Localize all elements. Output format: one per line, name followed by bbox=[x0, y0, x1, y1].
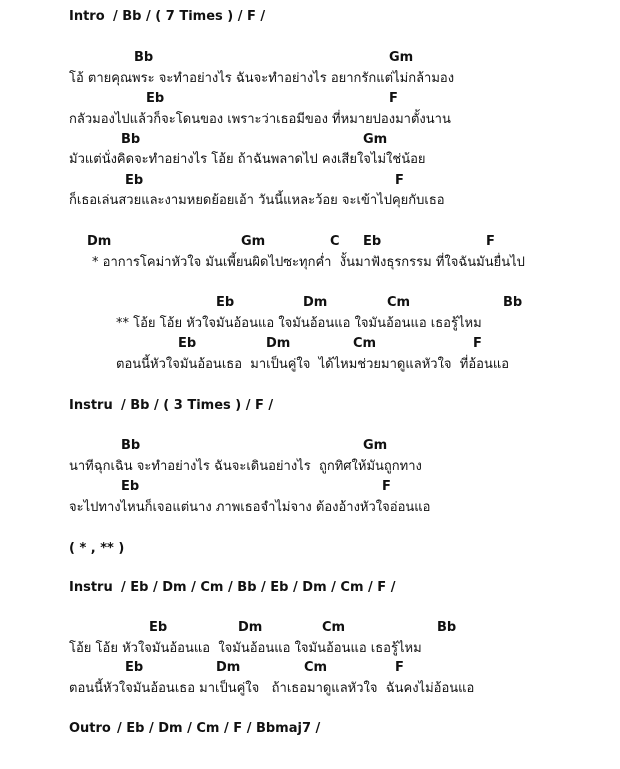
chord: F bbox=[389, 91, 398, 106]
intro-pattern: / Bb / ( 7 Times ) / F / bbox=[113, 9, 266, 24]
chord: Eb bbox=[178, 336, 197, 351]
lyric-line: ตอนนี้หัวใจมันอ้อนเธอ มาเป็นคู่ใจ ถ้าเธอมาดูแลหัวใจ ฉันคงไม่อ้อนแอ bbox=[69, 681, 475, 696]
intro-label: Intro bbox=[69, 9, 105, 24]
lyric-line: โอ้ ตายคุณพระ จะทำอย่างไร ฉันจะทำอย่างไร อยากรักแต่ไม่กล้ามอง bbox=[69, 71, 455, 86]
chord: Cm bbox=[322, 620, 346, 635]
lyric-line: ก็เธอเล่นสวยและงามหยดย้อยเอ้า วันนี้แหละว้อย จะเข้าไปคุยกับเธอ bbox=[69, 193, 445, 208]
chord: C bbox=[330, 234, 340, 249]
instru-label: Instru bbox=[69, 580, 113, 595]
chord: Bb bbox=[503, 295, 523, 310]
chord: F bbox=[395, 173, 404, 188]
lyric-line: นาทีฉุกเฉิน จะทำอย่างไร ฉันจะเดินอย่างไร ถูกทิศให้มันถูกทาง bbox=[69, 459, 422, 474]
repeat-marker: ( * , ** ) bbox=[69, 541, 125, 556]
chord: Dm bbox=[216, 660, 241, 675]
lyric-line: กลัวมองไปแล้วก็จะโดนของ เพราะว่าเธอมีของ ที่หมายปองมาตั้งนาน bbox=[69, 112, 451, 127]
chord: Eb bbox=[149, 620, 168, 635]
lyric-line: จะไปทางไหนก็เจอแต่นาง ภาพเธอจำไม่จาง ต้องอ้างหัวใจอ่อนแอ bbox=[69, 500, 431, 515]
instru-pattern: / Bb / ( 3 Times ) / F / bbox=[121, 398, 274, 413]
chord: F bbox=[382, 479, 391, 494]
chord: Gm bbox=[389, 50, 414, 65]
chord: Cm bbox=[387, 295, 411, 310]
lyric-line: * อาการโคม่าหัวใจ มันเพี้ยนผิดไปซะทุกค่ำ งั้นมาฟังธุรกรรม ที่ใจฉันมันยื่นไป bbox=[92, 255, 525, 270]
outro-pattern: / Eb / Dm / Cm / F / Bbmaj7 / bbox=[117, 721, 321, 736]
outro-label: Outro bbox=[69, 721, 111, 736]
chord: F bbox=[473, 336, 482, 351]
chord: Bb bbox=[134, 50, 154, 65]
chord: Dm bbox=[238, 620, 263, 635]
instru-label: Instru bbox=[69, 398, 113, 413]
chord: F bbox=[486, 234, 495, 249]
chord: Dm bbox=[266, 336, 291, 351]
lyric-line: ** โอ้ย โอ้ย หัวใจมันอ้อนแอ ใจมันอ้อนแอ ใจมันอ้อนแอ เธอรู้ไหม bbox=[116, 316, 482, 331]
chord: Eb bbox=[146, 91, 165, 106]
lyric-line: ตอนนี้หัวใจมันอ้อนเธอ มาเป็นคู่ใจ ได้ไหมช่วยมาดูแลหัวใจ ที่อ้อนแอ bbox=[116, 357, 510, 372]
lyric-line: โอ้ย โอ้ย หัวใจมันอ้อนแอ ใจมันอ้อนแอ ใจมันอ้อนแอ เธอรู้ไหม bbox=[69, 641, 422, 656]
chord: F bbox=[395, 660, 404, 675]
chord: Bb bbox=[437, 620, 457, 635]
chord: Dm bbox=[303, 295, 328, 310]
chord: Gm bbox=[363, 438, 388, 453]
outro-line bbox=[0, 721, 321, 769]
chord: Cm bbox=[353, 336, 377, 351]
lyric-line: มัวแต่นั่งคิดจะทำอย่างไร โอ้ย ถ้าฉันพลาดไป คงเสียใจไม่ใช่น้อย bbox=[69, 152, 426, 167]
chord: Eb bbox=[125, 660, 144, 675]
chord: Gm bbox=[241, 234, 266, 249]
chord: Gm bbox=[363, 132, 388, 147]
chord: Bb bbox=[121, 438, 141, 453]
chord: Eb bbox=[125, 173, 144, 188]
chord: Bb bbox=[121, 132, 141, 147]
chord: Dm bbox=[87, 234, 112, 249]
chord: Eb bbox=[216, 295, 235, 310]
chord: Eb bbox=[121, 479, 140, 494]
instru-pattern: / Eb / Dm / Cm / Bb / Eb / Dm / Cm / F / bbox=[121, 580, 396, 595]
chord: Eb bbox=[363, 234, 382, 249]
chord: Cm bbox=[304, 660, 328, 675]
